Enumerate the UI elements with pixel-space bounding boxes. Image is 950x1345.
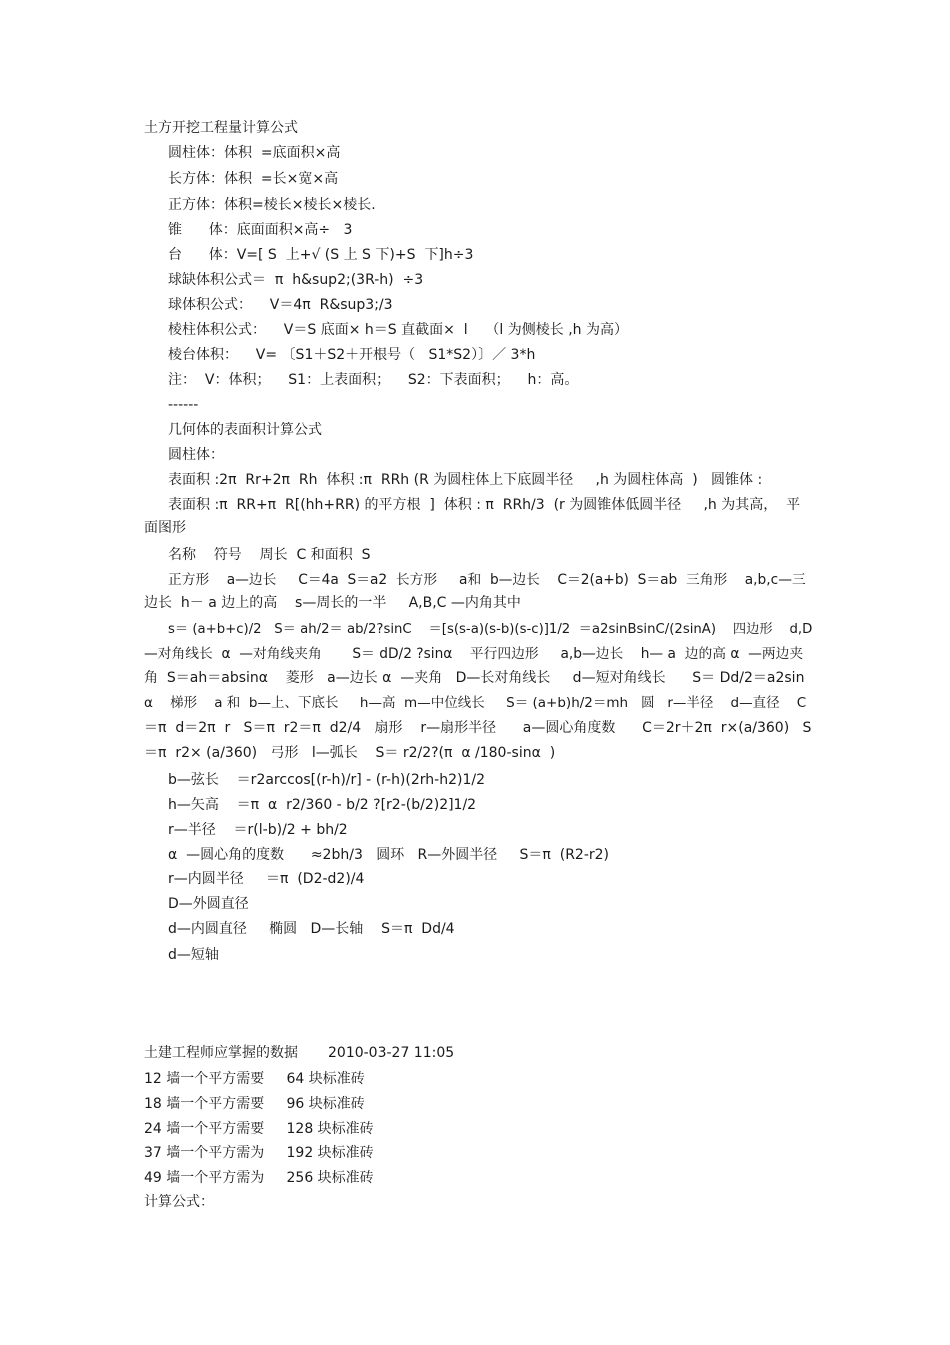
formula-line: r—半径 ＝r(l-b)/2 + bh/2 [168,822,348,838]
section3-heading [144,1044,454,1062]
section3-timestamp: 2010-03-27 11:05 [328,1045,455,1061]
formula-line: b—弦长 ＝r2arccos[(r-h)/r] - (r-h)(2rh-h2)1/2 [168,772,485,788]
main-formula: s＝ (a+b+c)/2 S＝ ah/2＝ ab/2?sinC ＝[s(s-a)(s-b)(s-c)]1/2 ＝a2sinBsinC/(2sinA) 四边形 d,D [168,622,813,637]
cone-formula: 表面积 :π RR+π R[(hh+RR) 的平方根 ] 体积 : π RRh/3 (r 为圆锥体低圆半径 ,h 为其高， 平 [168,497,801,513]
formula-line: d—短轴 [168,947,219,963]
list-item: 37 墙一个平方需为 192 块标准砖 [144,1145,374,1161]
section3-title: 土建工程师应掌握的数据 [144,1045,298,1061]
formula-line: r—内圆半径 ＝π (D2-d2)/4 [168,871,365,887]
formula-line: 锥 体：底面面积×高÷ 3 [168,222,353,238]
formula-line: 球缺体积公式＝ π h&sup2;(3R-h) ÷3 [168,272,424,288]
section2-title: 几何体的表面积计算公式 [168,422,322,438]
square-formula-cont: 边长 h－ a 边上的高 s—周长的一半 A,B,C —内角其中 [144,595,521,611]
main-formula-cont: ＝π r2× (a/360) 弓形 l—弧长 S＝ r2/2?(π α /180-sinα ) [144,745,556,761]
table-header-line: 名称 符号 周长 C 和面积 S [168,547,371,563]
list-item: 18 墙一个平方需要 96 块标准砖 [144,1096,365,1112]
formula-line: 长方体：体积 =长×宽×高 [168,171,339,187]
formula-line: 台 体：V=[ S 上+√ (S 上 S 下)+S 下]h÷3 [168,247,474,263]
formula-line: d—内圆直径 椭圆 D—长轴 S＝π Dd/4 [168,921,455,937]
section1-title: 土方开挖工程量计算公式 [144,120,298,136]
formula-line: α —圆心角的度数 ≈2bh/3 圆环 R—外圆半径 S＝π (R2-r2) [168,847,610,863]
formula-line: 正方体：体积=棱长×棱长×棱长. [168,197,376,213]
formula-line: 棱台体积： V= 〔S1＋S2＋开根号（ S1*S2）〕／ 3*h [168,347,536,363]
list-item: 49 墙一个平方需为 256 块标准砖 [144,1170,374,1186]
formula-line: h—矢高 ＝π α r2/360 - b/2 ?[r2-(b/2)2]1/2 [168,797,477,813]
main-formula-cont: ＝π d＝2π r S＝π r2＝π d2/4 扇形 r—扇形半径 a—圆心角度数 C＝2r＋2π r×(a/360) S [144,720,812,736]
main-formula-cont: 角 S＝ah＝absinα 菱形 a—边长 α —夹角 D—长对角线长 d—短对角线长 S＝ Dd/2＝a2sin [144,670,805,686]
divider-text: ------ [168,397,199,413]
cone-formula-cont: 面图形 [144,520,186,536]
formula-line: 球体积公式： V＝4π R&sup3;/3 [168,297,393,313]
section3-footer: 计算公式： [144,1194,214,1210]
list-item: 24 墙一个平方需要 128 块标准砖 [144,1121,374,1137]
cylinder-label: 圆柱体： [168,447,224,463]
main-formula-cont: —对角线长 α —对角线夹角 S＝ dD/2 ?sinα 平行四边形 a,b—边长 h— a 边的高 α —两边夹 [144,646,804,662]
formula-line: D—外圆直径 [168,896,249,912]
list-item: 12 墙一个平方需要 64 块标准砖 [144,1071,365,1087]
cylinder-formula: 表面积 :2π Rr+2π Rh 体积 :π RRh (R 为圆柱体上下底圆半径 ,h 为圆柱体高 ) 圆锥体 : [168,472,763,488]
main-formula-cont: α 梯形 a 和 b—上、下底长 h—高 m—中位线长 S＝ (a+b)h/2＝mh 圆 r—半径 d—直径 C [144,695,807,711]
formula-line: 圆柱体：体积 =底面积×高 [168,145,341,161]
square-formula: 正方形 a—边长 C＝4a S＝a2 长方形 a和 b—边长 C＝2(a+b) S＝ab 三角形 a,b,c—三 [168,572,806,588]
note-line: 注： V：体积； S1：上表面积； S2：下表面积； h：高。 [168,372,579,388]
formula-line: 棱柱体积公式： V＝S 底面× h＝S 直截面× l （l 为侧棱长 ,h 为高） [168,322,628,338]
